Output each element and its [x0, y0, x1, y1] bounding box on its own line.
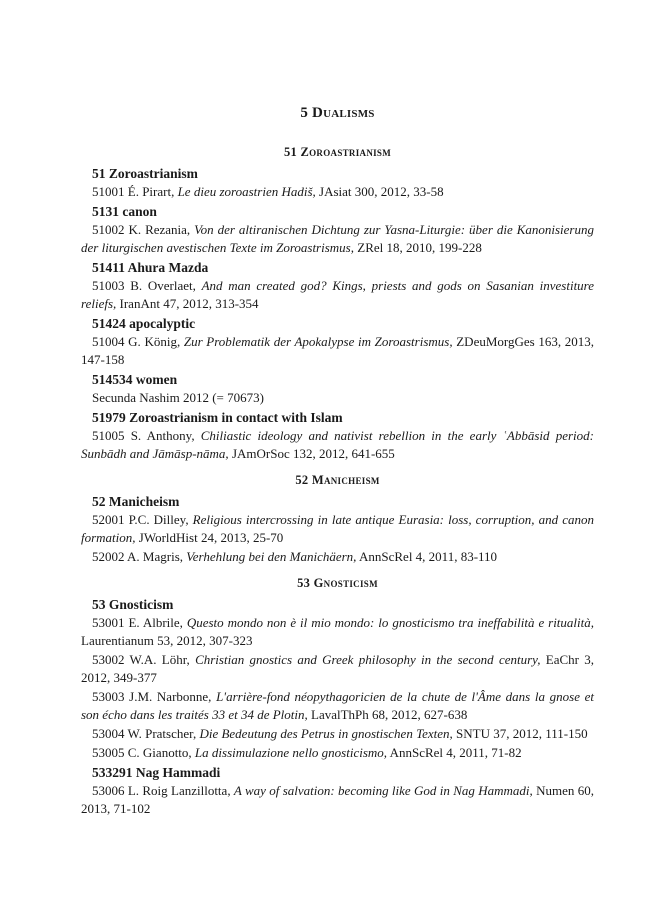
entry-author: S. Anthony,	[130, 428, 201, 443]
entry-title: Verhehlung bei den Manichäern,	[186, 549, 357, 564]
bibliography-entry	[81, 782, 594, 818]
chapter-name: Dualisms	[312, 105, 375, 121]
entry-source: LavalThPh 68, 2012, 627-638	[311, 707, 468, 722]
entry-title: Christian gnostics and Greek philosophy in the second century,	[195, 652, 541, 667]
entry-source: Laurentianum 53, 2012, 307-323	[81, 633, 253, 648]
entry-id: 52002	[92, 549, 128, 564]
entry-author: K. Rezania,	[128, 222, 195, 237]
entry-title: Questo mondo non è il mio mondo: lo gnosticismo tra ineffabilità e ritualità,	[186, 615, 595, 630]
bibliography-entry	[81, 511, 594, 547]
category-heading: 53 Gnosticism	[92, 597, 174, 612]
entry-author: Secunda Nashim 2012 (= 70673)	[92, 390, 264, 405]
entry-id: 51002	[92, 222, 129, 237]
category-heading: 514534 women	[92, 372, 178, 387]
bibliography-entry	[81, 333, 594, 369]
entry-title: L'arrière-fond néopythagoricien de la chute de l'Âme dans la gnose et son écho dans les traités 33 et 34 de Plotin,	[81, 689, 594, 722]
section	[81, 145, 594, 463]
bibliography-entry	[81, 427, 594, 463]
category-heading: 533291 Nag Hammadi	[92, 765, 221, 780]
section-number: 53	[297, 576, 314, 590]
entry-id: 53005	[92, 745, 128, 760]
entry-author: É. Pirart,	[127, 184, 178, 199]
category-heading: 51411 Ahura Mazda	[92, 260, 209, 275]
category-heading: 52 Manicheism	[92, 494, 180, 509]
section-title	[81, 145, 594, 160]
entry-title: Von der altiranischen Dichtung zur Yasna-Liturgie: über die Kanonisierung der liturgischen avestischen Texte im Zoroastrismus,	[81, 222, 594, 255]
entry-title: A way of salvation: becoming like God in Nag Hammadi,	[233, 783, 533, 798]
bibliography-entry	[81, 548, 594, 566]
entry-source: Numen 60, 2013, 71-102	[81, 783, 594, 816]
section	[81, 576, 594, 818]
entry-author: J.M. Narbonne,	[129, 689, 217, 704]
entry-id: 53004	[92, 726, 128, 741]
entry-title: La dissimulazione nello gnosticismo,	[194, 745, 388, 760]
bibliography-entry	[81, 221, 594, 257]
entry-author: G. König,	[128, 334, 184, 349]
section-name: Zoroastrianism	[300, 145, 392, 159]
category-heading: 51424 apocalyptic	[92, 316, 196, 331]
entry-author: B. Overlaet,	[130, 278, 202, 293]
section	[81, 473, 594, 566]
entry-id: 51005	[92, 428, 131, 443]
entry-author: W. Pratscher,	[127, 726, 200, 741]
entry-source: JWorldHist 24, 2013, 25-70	[138, 530, 284, 545]
page-body	[81, 105, 594, 819]
section-name: Gnosticism	[313, 576, 378, 590]
entry-source: AnnScRel 4, 2011, 83-110	[358, 549, 498, 564]
entry-title: Religious intercrossing in late antique Eurasia: loss, corruption, and canon formation,	[81, 512, 595, 545]
entry-source: EaChr 3, 2012, 349-377	[81, 652, 595, 685]
bibliography-entry	[81, 389, 594, 407]
bibliography-entry	[81, 651, 594, 687]
entry-title: Le dieu zoroastrien Hadiš,	[177, 184, 316, 199]
entry-id: 51004	[92, 334, 129, 349]
section-name: Manicheism	[311, 473, 380, 487]
section-title	[81, 576, 594, 591]
entry-author: C. Gianotto,	[127, 745, 195, 760]
entry-author: W.A. Löhr,	[129, 652, 196, 667]
entry-source: AnnScRel 4, 2011, 71-82	[389, 745, 522, 760]
entry-author: P.C. Dilley,	[128, 512, 193, 527]
chapter-number: 5	[300, 105, 309, 121]
chapter-title	[81, 105, 594, 122]
category-heading: 51979 Zoroastrianism in contact with Islam	[92, 410, 343, 425]
entry-source: ZDeuMorgGes 163, 2013, 147-158	[81, 334, 594, 367]
section-number: 52	[295, 473, 312, 487]
section-title	[81, 473, 594, 488]
bibliography-entry	[81, 614, 594, 650]
entry-author: L. Roig Lanzillotta,	[127, 783, 234, 798]
entry-id: 51001	[92, 184, 128, 199]
bibliography-entry	[81, 744, 594, 762]
entry-id: 53001	[92, 615, 129, 630]
entry-source: JAmOrSoc 132, 2012, 641-655	[231, 446, 395, 461]
category-heading: 5131 canon	[92, 204, 157, 219]
entry-id: 52001	[92, 512, 129, 527]
bibliography-entry	[81, 725, 594, 743]
entry-id: 53003	[92, 689, 130, 704]
bibliography-entry	[81, 277, 594, 313]
entry-source: ZRel 18, 2010, 199-228	[357, 240, 482, 255]
entry-source: IranAnt 47, 2012, 313-354	[119, 296, 259, 311]
bibliography-entry	[81, 688, 594, 724]
entry-title: Zur Problematik der Apokalypse im Zoroastrismus,	[183, 334, 453, 349]
section-number: 51	[283, 145, 301, 159]
entry-id: 53006	[92, 783, 128, 798]
entry-author: E. Albrile,	[128, 615, 187, 630]
entry-source: SNTU 37, 2012, 111-150	[456, 726, 588, 741]
entry-title: And man created god? Kings, priests and gods on Sasanian investiture reliefs,	[81, 278, 595, 311]
entry-author: A. Magris,	[127, 549, 187, 564]
entry-title: Chiliastic ideology and nativist rebellion in the early ʿAbbāsid period: Sunbādh and Jāmāsp-nāma,	[81, 428, 595, 461]
entry-id: 53002	[92, 652, 130, 667]
entry-id: 51003	[92, 278, 131, 293]
entry-title: Die Bedeutung des Petrus in gnostischen Texten,	[199, 726, 453, 741]
bibliography-entry	[81, 183, 594, 201]
entry-source: JAsiat 300, 2012, 33-58	[319, 184, 444, 199]
category-heading: 51 Zoroastrianism	[92, 166, 198, 181]
sections-container	[81, 145, 594, 818]
